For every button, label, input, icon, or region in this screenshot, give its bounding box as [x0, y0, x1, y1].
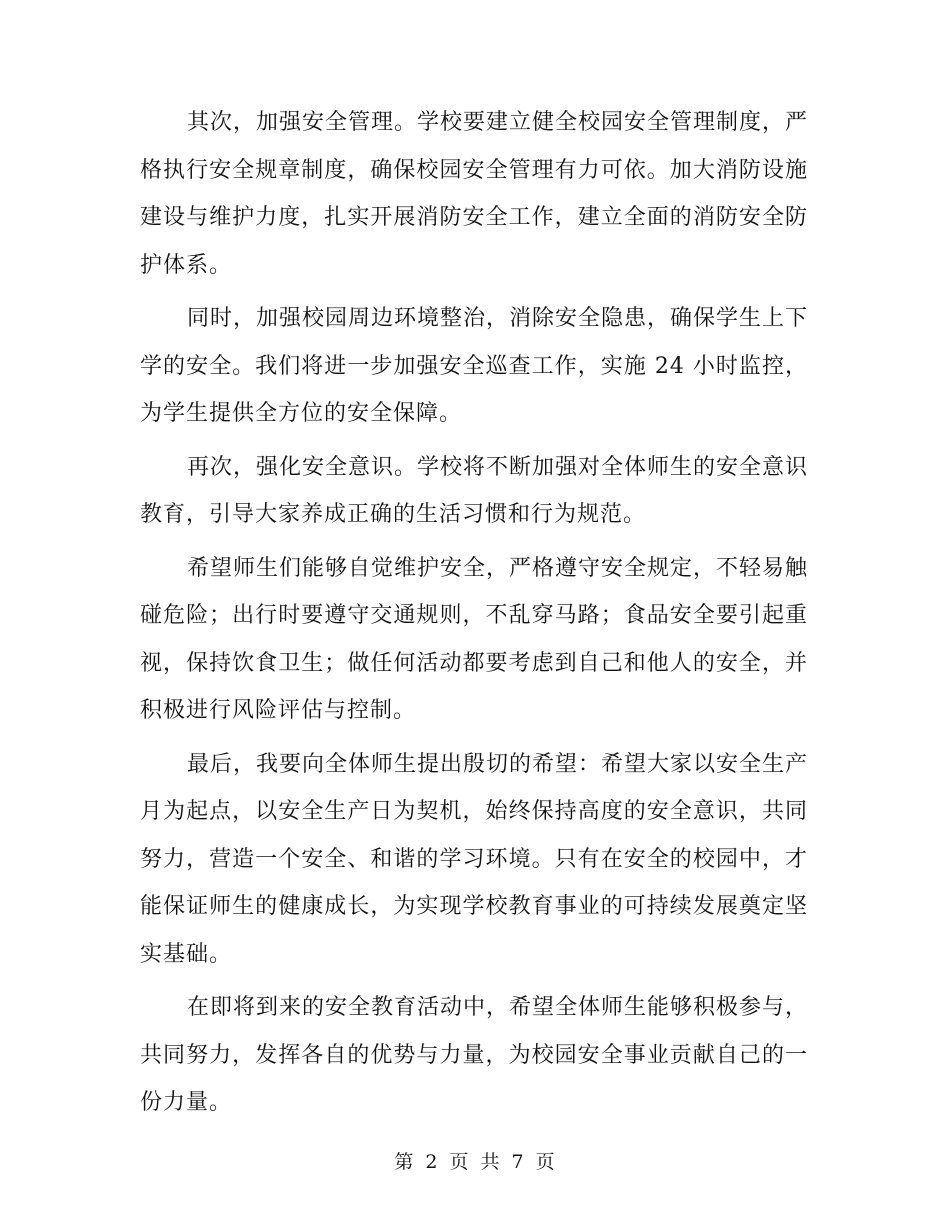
paragraph-closing-hopes: 最后，我要向全体师生提出殷切的希望：希望大家以安全生产月为起点，以安全生产日为契机，始终保持高度的安全意识，共同努力，营造一个安全、和谐的学习环境。只有在安全的校园中，才能保证师生的健康成长，为实现学校教育事业的可持续发展奠定坚实基础。: [140, 751, 809, 967]
paragraph-safety-awareness: 再次，强化安全意识。学校将不断加强对全体师生的安全意识教育，引导大家养成正确的生活习惯和行为规范。: [140, 454, 809, 527]
paragraph-safety-management: 其次，加强安全管理。学校要建立健全校园安全管理制度，严格执行安全规章制度，确保校园安全管理有力可依。加大消防设施建设与维护力度，扎实开展消防安全工作，建立全面的消防安全防护体系。: [140, 110, 809, 278]
paragraph-education-activity: 在即将到来的安全教育活动中，希望全体师生能够积极参与，共同努力，发挥各自的优势与力量，为校园安全事业贡献自己的一份力量。: [140, 995, 809, 1115]
paragraph-safety-hopes: 希望师生们能够自觉维护安全，严格遵守安全规定，不轻易触碰危险；出行时要遵守交通规则，不乱穿马路；食品安全要引起重视，保持饮食卫生；做任何活动都要考虑到自己和他人的安全，并积极进行风险评估与控制。: [140, 555, 809, 723]
page-number-footer: 第 2 页 共 7 页: [394, 1151, 556, 1173]
document-body: [140, 99, 808, 1133]
paragraph-campus-environment: 同时，加强校园周边环境整治，消除安全隐患，确保学生上下学的安全。我们将进一步加强安全巡查工作，实施 24 小时监控，为学生提供全方位的安全保障。: [140, 306, 809, 426]
